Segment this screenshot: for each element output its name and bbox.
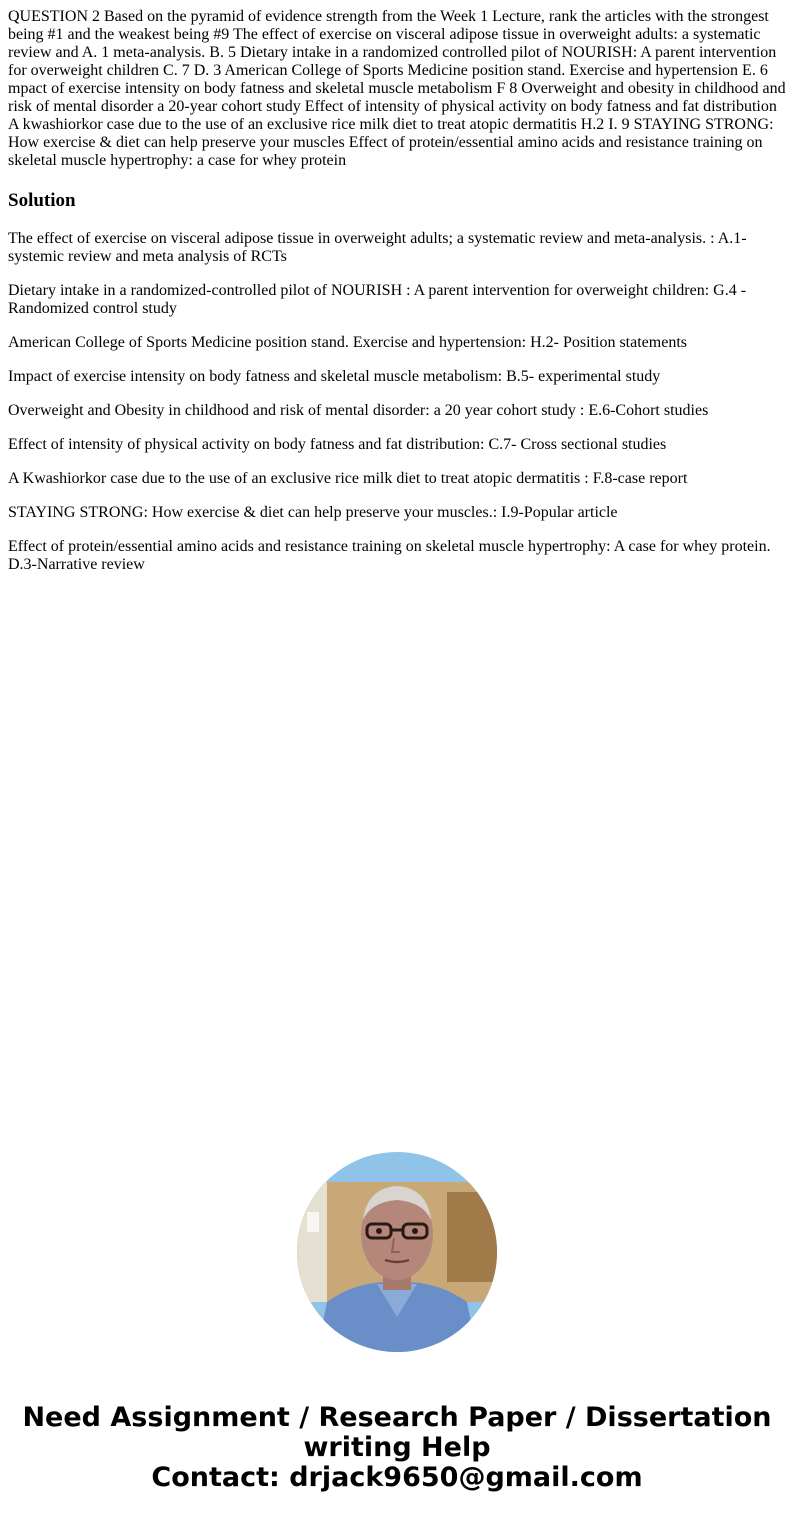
answer-item: Effect of intensity of physical activity on body fatness and fat distribution: C.7- Cross sectional studies [8, 436, 667, 453]
answer-item: Dietary intake in a randomized-controlled pilot of NOURISH : A parent intervention for overweight children: G.4 - Randomized control study [8, 282, 747, 317]
answer-item: The effect of exercise on visceral adipose tissue in overweight adults; a systematic review and meta-analysis. : A.1- systemic review and meta analysis of RCTs [8, 230, 747, 265]
author-avatar [297, 1152, 497, 1352]
question-text: QUESTION 2 Based on the pyramid of evidence strength from the Week 1 Lecture, rank the articles with the strongest being #1 and the weakest being #9 The effect of exercise on visceral adipose tissue in overweight adults: a systematic review and A. 1 meta-analysis. B. 5 Dietary intake in a randomized controlled pilot of NOURISH: A parent intervention for overweight children C. 7 D. 3 American College of Sports Medicine position stand. Exercise and hypertension E. 6 mpact of exercise intensity on body fatness and skeletal muscle metabolism F 8 Overweight and obesity in childhood and risk of mental disorder a 20-year cohort study Effect of intensity of physical activity on body fatness and fat distribution A kwashiorkor case due to the use of an exclusive rice milk diet to treat atopic dermatitis H.2 I. 9 STAYING STRONG: How exercise & diet can help preserve your muscles Effect of protein/essential amino acids and resistance training on skeletal muscle hypertrophy: a case for whey protein [8, 8, 786, 169]
promo-contact: Contact: drjack9650@gmail.com [151, 1462, 643, 1493]
answer-item: Impact of exercise intensity on body fatness and skeletal muscle metabolism: B.5- experimental study [8, 368, 661, 385]
answer-item: STAYING STRONG: How exercise & diet can help preserve your muscles.: I.9-Popular article [8, 504, 618, 521]
promo-line: writing Help [303, 1432, 491, 1463]
promo-banner [0, 1403, 794, 1493]
answer-item: Overweight and Obesity in childhood and risk of mental disorder: a 20 year cohort study : E.6-Cohort studies [8, 402, 709, 419]
document-body [0, 0, 794, 574]
person-portrait-icon [297, 1152, 497, 1352]
solution-heading: Solution [8, 190, 76, 211]
promo-line: Need Assignment / Research Paper / Dissertation [22, 1402, 772, 1433]
answer-item: Effect of protein/essential amino acids and resistance training on skeletal muscle hypertrophy: A case for whey protein. D.3-Narrative review [8, 538, 771, 573]
answer-item: A Kwashiorkor case due to the use of an exclusive rice milk diet to treat atopic dermatitis : F.8-case report [8, 470, 688, 487]
answer-item: American College of Sports Medicine position stand. Exercise and hypertension: H.2- Position statements [8, 334, 687, 351]
